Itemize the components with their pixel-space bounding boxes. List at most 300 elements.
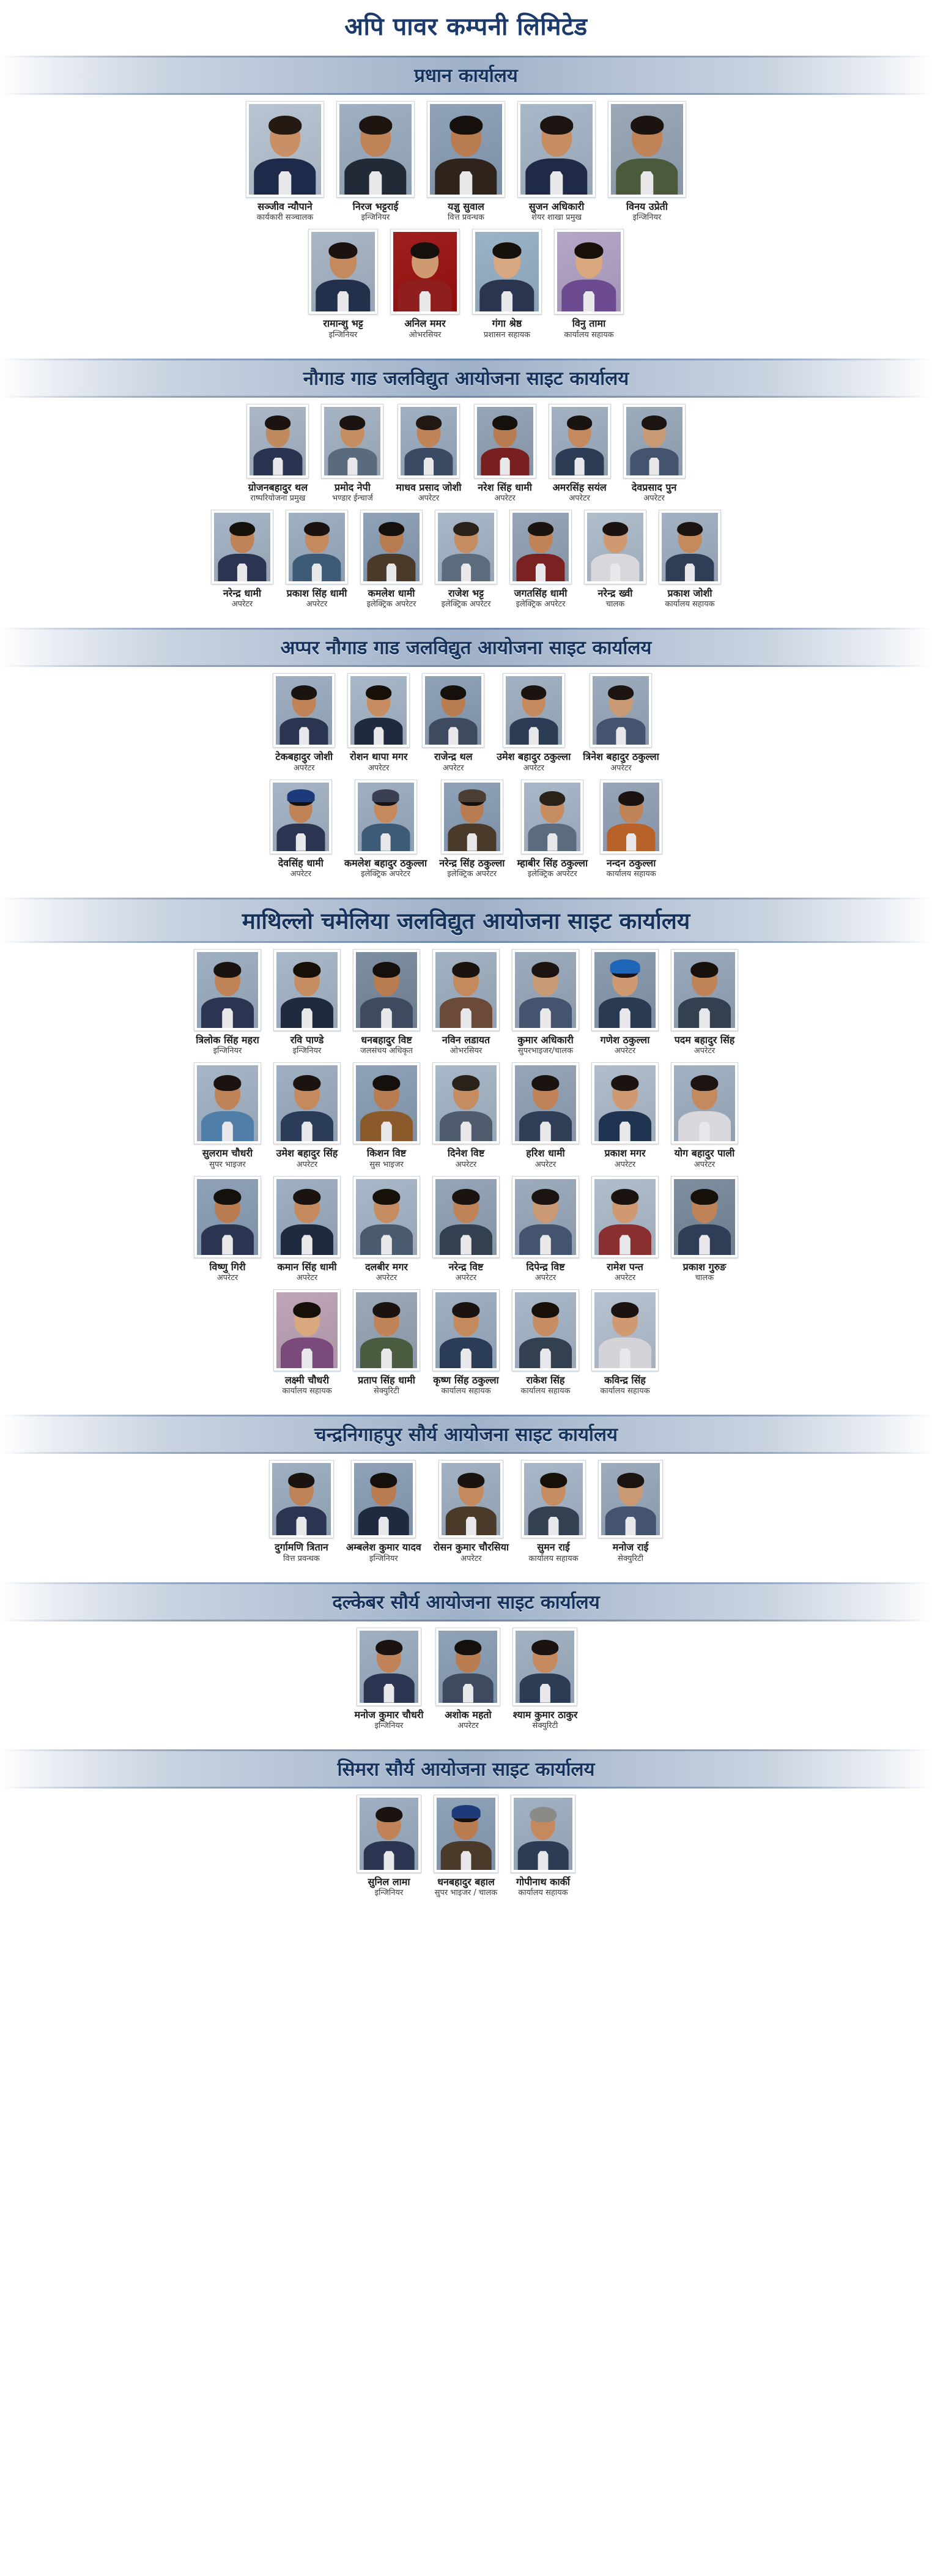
page-title: अपि पावर कम्पनी लिमिटेड bbox=[344, 13, 588, 41]
people-row bbox=[0, 780, 932, 879]
photo-frame bbox=[432, 1176, 500, 1258]
section-upper-naugad-gad bbox=[0, 628, 932, 894]
photo-frame bbox=[435, 1628, 500, 1706]
staff-photo bbox=[360, 1631, 418, 1703]
photo-hair bbox=[268, 116, 301, 135]
staff-name: नरेन्द्र सिंह ठकुल्ला bbox=[439, 857, 505, 869]
staff-photo bbox=[444, 783, 500, 851]
staff-photo bbox=[506, 676, 562, 745]
staff-name: त्रिनेश बहादुर ठकुल्ला bbox=[583, 751, 659, 763]
staff-designation: कार्यकारी सञ्चालक bbox=[256, 213, 314, 223]
staff-designation: इन्जिनियर bbox=[328, 330, 358, 340]
photo-hair bbox=[291, 685, 317, 700]
staff-photo bbox=[515, 952, 576, 1028]
staff-designation: अपरेटर bbox=[294, 763, 315, 773]
photo-hair bbox=[452, 962, 479, 978]
section-upper-chameliya bbox=[0, 898, 932, 1411]
section-spacer bbox=[0, 616, 932, 624]
photo-frame bbox=[360, 510, 423, 584]
staff-name: प्रताप सिंह धामी bbox=[358, 1374, 415, 1386]
staff-photo bbox=[515, 1065, 576, 1141]
staff-card bbox=[578, 510, 653, 609]
staff-designation: अपरेटर bbox=[290, 869, 312, 879]
photo-hair bbox=[574, 242, 603, 259]
photo-hair bbox=[455, 1640, 482, 1655]
staff-designation: इलेक्ट्रिक अपरेटर bbox=[361, 869, 410, 879]
staff-photo bbox=[524, 1463, 583, 1535]
photo-frame bbox=[357, 1628, 421, 1706]
photo-hair bbox=[492, 415, 518, 430]
staff-designation: अपरेटर bbox=[494, 494, 516, 504]
photo-hair bbox=[531, 1075, 559, 1091]
photo-frame bbox=[246, 404, 309, 478]
photo-frame bbox=[336, 101, 415, 198]
staff-designation: सेक्युरिटी bbox=[618, 1554, 643, 1563]
staff-name: यज्ञु सुवाल bbox=[448, 201, 484, 212]
section-title: चन्द्रनिगाहपुर सौर्य आयोजना साइट कार्यालय bbox=[314, 1424, 618, 1446]
photo-hair bbox=[618, 791, 644, 806]
staff-card bbox=[503, 510, 578, 609]
staff-card bbox=[347, 1289, 426, 1396]
photo-hair bbox=[530, 1807, 557, 1822]
photo-frame bbox=[584, 510, 646, 584]
staff-card bbox=[279, 510, 354, 609]
photo-hair bbox=[528, 522, 553, 537]
photo-hair bbox=[567, 415, 593, 430]
photo-frame bbox=[512, 949, 579, 1031]
staff-card bbox=[585, 1289, 665, 1396]
staff-photo bbox=[356, 952, 417, 1028]
photo-hair bbox=[617, 1473, 644, 1488]
photo-hair bbox=[372, 1075, 400, 1091]
staff-name: योग बहादुर पाली bbox=[674, 1147, 735, 1160]
staff-photo bbox=[512, 513, 569, 581]
photo-hair bbox=[375, 1807, 402, 1822]
staff-card bbox=[506, 1628, 583, 1731]
staff-name: रोशन थापा मगर bbox=[350, 751, 408, 763]
staff-name: श्याम कुमार ठाकुर bbox=[512, 1708, 578, 1721]
photo-hair bbox=[531, 962, 559, 978]
divider-bottom bbox=[0, 1787, 932, 1789]
staff-card bbox=[585, 949, 665, 1056]
photo-frame bbox=[390, 229, 460, 315]
photo-frame bbox=[671, 949, 738, 1031]
staff-photo bbox=[276, 1065, 338, 1141]
staff-name: निरज भट्टराई bbox=[352, 201, 399, 212]
staff-photo bbox=[273, 783, 329, 851]
staff-name: विनय उप्रेती bbox=[626, 201, 668, 212]
staff-name: रोसन कुमार चौरसिया bbox=[433, 1541, 509, 1554]
staff-name: राजेन्द्र थल bbox=[434, 751, 473, 763]
staff-card bbox=[390, 404, 467, 504]
section-header-upper-naugad-gad bbox=[0, 628, 932, 667]
photo-hair bbox=[608, 685, 634, 700]
photo-frame bbox=[671, 1176, 738, 1258]
staff-designation: सुपर भाइजर / चालक bbox=[434, 1888, 498, 1898]
divider-bottom bbox=[0, 665, 932, 667]
staff-designation: इन्जिनियर bbox=[292, 1046, 322, 1056]
photo-hair bbox=[371, 1473, 398, 1488]
staff-photo bbox=[475, 232, 539, 311]
divider-top bbox=[0, 1582, 932, 1584]
photo-hair bbox=[340, 415, 366, 430]
photo-frame bbox=[432, 949, 500, 1031]
staff-designation: कार्यालय सहायक bbox=[528, 1554, 579, 1563]
staff-designation: अपरेटर bbox=[231, 600, 253, 609]
people-row bbox=[0, 1176, 932, 1283]
staff-photo bbox=[442, 1463, 500, 1535]
staff-card bbox=[427, 1795, 505, 1898]
staff-designation: सुस भाइजर bbox=[369, 1160, 404, 1169]
staff-photo bbox=[674, 1179, 735, 1255]
divider-bottom bbox=[0, 396, 932, 398]
divider-bottom bbox=[0, 93, 932, 95]
staff-card bbox=[585, 1176, 665, 1283]
staff-designation: अपरेटर bbox=[296, 1273, 318, 1283]
staff-designation: अपरेटर bbox=[457, 1721, 479, 1730]
staff-photo bbox=[587, 513, 643, 581]
staff-card bbox=[205, 510, 279, 609]
staff-name: कविन्द्र सिंह bbox=[604, 1374, 646, 1386]
photo-frame bbox=[422, 673, 484, 748]
staff-name: दिनेश विष्ट bbox=[447, 1147, 485, 1160]
photo-frame bbox=[671, 1062, 738, 1144]
staff-photo bbox=[276, 1292, 338, 1368]
staff-designation: इन्जिनियर bbox=[374, 1888, 404, 1898]
staff-photo bbox=[425, 676, 481, 745]
photo-frame bbox=[351, 1460, 416, 1538]
staff-name: माधव प्रसाद जोशी bbox=[396, 481, 462, 493]
staff-name: लक्ष्मी चौधरी bbox=[284, 1374, 330, 1386]
photo-hair bbox=[690, 962, 718, 978]
staff-name: नरेश सिंह धामी bbox=[478, 481, 532, 493]
staff-designation: चालक bbox=[605, 600, 625, 609]
photo-hair bbox=[213, 1075, 241, 1091]
section-title: नौगाड गाड जलविद्युत आयोजना साइट कार्यालय bbox=[303, 367, 629, 390]
divider-top bbox=[0, 359, 932, 360]
photo-hair bbox=[372, 1189, 400, 1205]
staff-photo bbox=[272, 1463, 331, 1535]
photo-hair bbox=[452, 1189, 479, 1205]
staff-name: गोपीनाथ कार्की bbox=[516, 1875, 571, 1888]
staff-name: कमलेश बहादुर ठकुल्ला bbox=[344, 857, 427, 869]
section-header-head-office bbox=[0, 56, 932, 95]
photo-frame bbox=[432, 1062, 500, 1144]
staff-name: देवसिंह धामी bbox=[278, 857, 324, 869]
photo-frame bbox=[194, 949, 261, 1031]
staff-card bbox=[429, 510, 503, 609]
staff-card bbox=[511, 101, 602, 223]
staff-designation: अपरेटर bbox=[455, 1273, 477, 1283]
staff-card bbox=[347, 949, 426, 1056]
people-row bbox=[0, 101, 932, 223]
photo-hair bbox=[540, 1473, 567, 1488]
staff-card bbox=[427, 1460, 515, 1563]
people-row bbox=[0, 1289, 932, 1396]
people-row bbox=[0, 229, 932, 340]
section-simara-solar bbox=[0, 1749, 932, 1913]
staff-designation: वित्त प्रवन्धक bbox=[448, 213, 484, 223]
staff-designation: इलेक्ट्रिक अपरेटर bbox=[441, 600, 491, 609]
staff-name: रामान्शु भट्ट bbox=[323, 318, 363, 330]
staff-name: नरेन्द्र ख्वी bbox=[597, 587, 633, 599]
photo-hair bbox=[521, 685, 547, 700]
staff-name: कमलेश धामी bbox=[368, 587, 415, 599]
sections-container bbox=[0, 56, 932, 1913]
staff-photo bbox=[601, 1463, 660, 1535]
staff-photo bbox=[324, 407, 380, 475]
staff-card bbox=[665, 1062, 744, 1169]
photo-frame bbox=[286, 510, 348, 584]
staff-designation: इन्जिनियर bbox=[361, 213, 390, 223]
staff-card bbox=[585, 1062, 665, 1169]
staff-designation: जलसंचय अधिकृत bbox=[360, 1046, 413, 1056]
photo-frame bbox=[503, 673, 565, 748]
staff-name: विष्णु गिरी bbox=[209, 1260, 246, 1273]
staff-designation: कार्यालय सहायक bbox=[282, 1387, 332, 1396]
photo-frame bbox=[432, 1289, 500, 1371]
staff-card bbox=[653, 510, 727, 609]
staff-photo bbox=[276, 1179, 338, 1255]
photo-frame bbox=[194, 1176, 261, 1258]
photo-frame bbox=[512, 1289, 579, 1371]
staff-designation: अपरेटर bbox=[693, 1046, 716, 1056]
staff-name: विनु तामा bbox=[572, 318, 606, 330]
photo-hair bbox=[416, 415, 442, 430]
photo-frame bbox=[521, 1460, 586, 1538]
staff-name: पदम बहादुर सिंह bbox=[674, 1033, 735, 1046]
divider-top bbox=[0, 898, 932, 899]
section-header-dallekhbar-solar bbox=[0, 1582, 932, 1621]
staff-photo bbox=[249, 104, 321, 195]
section-title: माथिल्लो चमेलिया जलविद्युत आयोजना साइट कार्यालय bbox=[242, 908, 690, 935]
staff-photo bbox=[435, 1292, 497, 1368]
photo-frame bbox=[353, 949, 420, 1031]
photo-hair bbox=[611, 1189, 638, 1205]
staff-card bbox=[617, 404, 692, 504]
staff-designation: अपरेटर bbox=[216, 1273, 239, 1283]
photo-hair bbox=[265, 415, 291, 430]
photo-hair bbox=[379, 522, 404, 537]
staff-photo bbox=[354, 1463, 413, 1535]
photo-frame bbox=[353, 1062, 420, 1144]
photo-frame bbox=[591, 1289, 659, 1371]
photo-hair bbox=[304, 522, 330, 537]
staff-name: अम्बलेश कुमार यादव bbox=[346, 1541, 421, 1554]
staff-photo bbox=[360, 1798, 418, 1870]
staff-designation: अपरेटर bbox=[418, 494, 440, 504]
staff-card bbox=[577, 673, 665, 773]
photo-frame bbox=[590, 673, 652, 748]
staff-name: सुमन राई bbox=[537, 1541, 570, 1554]
staff-name: राजेश भट्ट bbox=[448, 587, 484, 599]
photo-frame bbox=[435, 510, 497, 584]
staff-designation: अपरेटर bbox=[693, 1160, 716, 1169]
staff-card bbox=[188, 949, 267, 1056]
staff-designation: कार्यालय सहायक bbox=[600, 1387, 650, 1396]
staff-card bbox=[515, 1460, 592, 1563]
photo-frame bbox=[517, 101, 596, 198]
staff-name: अशोक महतो bbox=[445, 1708, 492, 1721]
photo-frame bbox=[434, 1795, 498, 1873]
staff-name: कमान सिंह धामी bbox=[277, 1260, 337, 1273]
staff-photo bbox=[594, 1179, 656, 1255]
photo-frame bbox=[623, 404, 686, 478]
section-title: अप्पर नौगाड गाड जलविद्युत आयोजना साइट कार्यालय bbox=[280, 637, 652, 660]
photo-frame bbox=[512, 1628, 577, 1706]
photo-hair bbox=[540, 116, 573, 135]
staff-card bbox=[240, 101, 330, 223]
photo-cap bbox=[287, 789, 314, 802]
staff-designation: अपरेटर bbox=[523, 763, 544, 773]
staff-name: प्रकाश गुरुङ bbox=[682, 1260, 727, 1273]
staff-card bbox=[338, 780, 433, 879]
photo-frame bbox=[273, 949, 341, 1031]
photo-frame bbox=[308, 229, 378, 315]
photo-frame bbox=[441, 780, 503, 854]
photo-frame bbox=[347, 673, 410, 748]
staff-name: अमरसिंह सयंल bbox=[552, 481, 607, 493]
staff-card bbox=[302, 229, 384, 340]
staff-designation: कार्यालय सहायक bbox=[665, 600, 715, 609]
photo-frame bbox=[273, 1062, 341, 1144]
staff-designation: इन्जिनियर bbox=[374, 1721, 404, 1730]
staff-designation: सेक्युरिटी bbox=[532, 1721, 558, 1730]
staff-photo bbox=[515, 1292, 576, 1368]
staff-designation: अपरेटर bbox=[368, 763, 390, 773]
staff-card bbox=[594, 780, 668, 879]
photo-frame bbox=[608, 101, 686, 198]
staff-photo bbox=[276, 676, 332, 745]
staff-designation: इलेक्ट्रिक अपरेटर bbox=[366, 600, 416, 609]
staff-photo bbox=[593, 676, 649, 745]
photo-frame bbox=[427, 101, 505, 198]
staff-photo bbox=[594, 1292, 656, 1368]
photo-cap bbox=[610, 959, 640, 973]
staff-photo bbox=[552, 407, 608, 475]
staff-card bbox=[354, 510, 429, 609]
staff-name: दुर्गामणि त्रितान bbox=[275, 1541, 328, 1554]
staff-photo bbox=[438, 1631, 497, 1703]
staff-photo bbox=[477, 407, 533, 475]
photo-hair bbox=[611, 1075, 638, 1091]
staff-card bbox=[263, 1460, 340, 1563]
staff-card bbox=[347, 1176, 426, 1283]
staff-card bbox=[665, 1176, 744, 1283]
staff-name: नविन लडायत bbox=[442, 1033, 490, 1046]
staff-photo bbox=[289, 513, 345, 581]
photo-cap bbox=[452, 1805, 481, 1818]
photo-hair bbox=[288, 1473, 315, 1488]
photo-frame bbox=[353, 1176, 420, 1258]
photo-hair bbox=[690, 1075, 718, 1091]
people-row bbox=[0, 1062, 932, 1169]
staff-card bbox=[416, 673, 490, 773]
photo-frame bbox=[269, 1460, 334, 1538]
photo-hair bbox=[453, 522, 479, 537]
photo-frame bbox=[591, 949, 659, 1031]
staff-name: कुमार अधिकारी bbox=[517, 1033, 574, 1046]
staff-designation: अपरेटर bbox=[534, 1273, 557, 1283]
staff-name: अनिल ममर bbox=[404, 318, 446, 330]
photo-frame bbox=[598, 1460, 663, 1538]
staff-designation: ओभरसियर bbox=[449, 1046, 483, 1056]
staff-name: मनोज राई bbox=[612, 1541, 649, 1554]
photo-hair bbox=[452, 1302, 479, 1318]
photo-frame bbox=[211, 510, 273, 584]
section-spacer bbox=[0, 1402, 932, 1411]
photo-frame bbox=[659, 510, 721, 584]
staff-name: त्रिलोक सिंह महरा bbox=[196, 1033, 259, 1046]
staff-photo bbox=[339, 104, 412, 195]
staff-card bbox=[267, 673, 341, 773]
staff-name: कृष्ण सिंह ठकुल्ला bbox=[433, 1374, 499, 1386]
staff-photo bbox=[662, 513, 718, 581]
staff-card bbox=[340, 1460, 427, 1563]
photo-frame bbox=[474, 404, 536, 478]
staff-name: प्रमोद नेपी bbox=[334, 481, 371, 493]
staff-card bbox=[466, 229, 548, 340]
section-spacer bbox=[0, 1737, 932, 1746]
staff-photo bbox=[197, 952, 258, 1028]
photo-frame bbox=[273, 673, 335, 748]
staff-photo bbox=[435, 952, 497, 1028]
photo-hair bbox=[611, 1302, 638, 1318]
people-row bbox=[0, 673, 932, 773]
staff-designation: कार्यालय सहायक bbox=[518, 1888, 568, 1898]
staff-card bbox=[349, 1628, 430, 1731]
staff-name: राकेश सिंह bbox=[526, 1374, 565, 1386]
photo-hair bbox=[375, 1640, 402, 1655]
divider-bottom bbox=[0, 1452, 932, 1454]
staff-card bbox=[347, 1062, 426, 1169]
staff-designation: अपरेटर bbox=[443, 763, 464, 773]
section-head-office bbox=[0, 56, 932, 355]
photo-frame bbox=[398, 404, 460, 478]
staff-designation: अपरेटर bbox=[610, 763, 632, 773]
staff-photo bbox=[626, 407, 682, 475]
photo-frame bbox=[512, 1062, 579, 1144]
staff-name: देवप्रसाद पुन bbox=[631, 481, 677, 493]
staff-name: प्रकाश सिंह धामी bbox=[286, 587, 347, 599]
staff-photo bbox=[350, 676, 407, 745]
staff-designation: अपरेटर bbox=[296, 1160, 318, 1169]
photo-frame bbox=[321, 404, 383, 478]
staff-card bbox=[421, 101, 511, 223]
section-title: प्रधान कार्यालय bbox=[414, 65, 518, 87]
section-header-simara-solar bbox=[0, 1749, 932, 1789]
staff-designation: अपरेटर bbox=[375, 1273, 398, 1283]
staff-designation: अपरेटर bbox=[614, 1160, 636, 1169]
staff-designation: अपरेटर bbox=[569, 494, 590, 504]
photo-frame bbox=[357, 1795, 421, 1873]
staff-card bbox=[188, 1062, 267, 1169]
staff-designation: इन्जिनियर bbox=[632, 213, 662, 223]
photo-hair bbox=[452, 1075, 479, 1091]
photo-hair bbox=[229, 522, 255, 537]
staff-name: धनबहादुर विष्ट bbox=[361, 1033, 412, 1046]
staff-name: प्रकाश मगर bbox=[604, 1147, 646, 1160]
people-row bbox=[0, 404, 932, 504]
people-row bbox=[0, 1628, 932, 1731]
photo-hair bbox=[372, 962, 400, 978]
divider-bottom bbox=[0, 1620, 932, 1621]
staff-name: नन्दन ठकुल्ला bbox=[606, 857, 656, 869]
staff-photo bbox=[358, 783, 414, 851]
photo-frame bbox=[554, 229, 624, 315]
staff-card bbox=[330, 101, 421, 223]
staff-card bbox=[240, 404, 315, 504]
